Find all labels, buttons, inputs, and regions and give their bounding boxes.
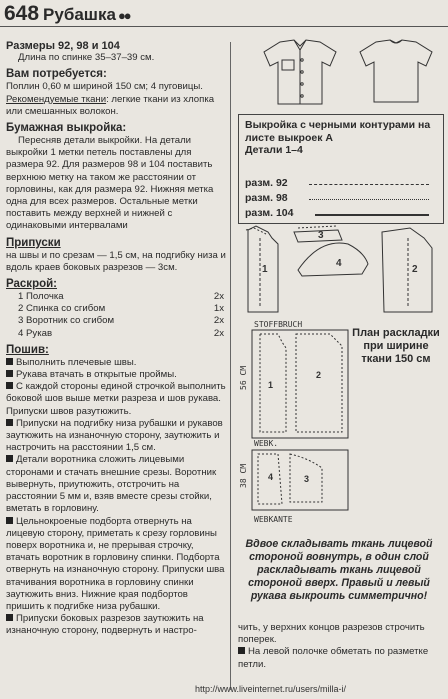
recommended-text: : легкие ткани из хлопка или смешанных волокон. [6, 93, 215, 117]
cutting-item-label: 3 Воротник со сгибом [18, 315, 115, 327]
size-legend-92 [245, 177, 288, 189]
page-header [4, 2, 130, 26]
size-line-104 [315, 214, 429, 216]
selvage-label: WEBKANTE [254, 515, 293, 524]
bullet-square-icon [6, 419, 13, 426]
svg-text:3: 3 [318, 230, 324, 241]
bullet-square-icon [6, 614, 13, 621]
back-length: Длина по спинке 35–37–39 см. [18, 52, 155, 64]
cutting-item [6, 291, 228, 303]
pattern-sheet-info [245, 119, 435, 157]
header-divider [0, 26, 448, 27]
continued-text-1: чить, у верхних концов разрезов строчить поперек. [238, 622, 425, 646]
cutting-layout [238, 318, 352, 530]
svg-text:4: 4 [336, 258, 342, 269]
piece-2-back [382, 228, 432, 312]
svg-text:1: 1 [262, 264, 268, 275]
piece-4-sleeve [298, 243, 368, 276]
fold-label: STOFFBRUCH [254, 320, 303, 329]
sewing-step [6, 357, 228, 369]
sewing-heading: Пошив: [6, 343, 49, 356]
svg-text:1: 1 [268, 380, 274, 390]
shirt-illustration [250, 36, 440, 108]
pattern-heading: Бумажная выкройка: [6, 122, 127, 135]
size-value: 98 [275, 192, 288, 204]
sewing-step-text: Припуски на подгибку низа рубашки и рукавов заутюжить на изнаночную сторону, заутюжить и настрочить на расстоянии 1,5 см. [6, 417, 223, 454]
model-title: Рубашка [43, 5, 116, 24]
bullet-square-icon [6, 370, 13, 377]
pattern-info-box [238, 114, 444, 224]
continued-text-2 [238, 646, 442, 670]
sewing-step-text: Детали воротника сложить лицевыми сторонами и стачать внешние срезы. Воротник вывернуть, приутюжить, отстрочить на расстоянии 5 мм и, взяв вместе срезы стойки, вметать в горловину. [6, 454, 217, 515]
continued-text [238, 622, 442, 671]
bullet-square-icon [6, 382, 13, 389]
cutting-item-label: 1 Полочка [18, 291, 64, 303]
materials-heading: Вам потребуется: [6, 68, 107, 81]
svg-text:2: 2 [412, 264, 418, 275]
bullet-square-icon [238, 647, 245, 654]
sewing-step-text: Припуски боковых разрезов заутюжить на изнаночную сторону, подвернуть и настро- [6, 613, 204, 637]
recommended-fabrics [6, 94, 228, 118]
cutting-item [6, 328, 228, 340]
size-label: разм. [245, 207, 274, 219]
shirt-front-sketch [264, 40, 336, 104]
fabric-bottom-panel [252, 450, 348, 510]
cutting-item-label: 2 Спинка со сгибом [18, 303, 106, 315]
size-value: 92 [275, 177, 288, 189]
pattern-text: Пересняв детали выкройки. На детали выкройки 1 метки петель поставлены для размера 92. Для размеров 98 и 104 поставить верхнюю метку на таком же расстоянии от горловины, как для размера 92. Нижняя метка одна для всех размеров. Остальные метки поставить между верхней и нижней с одинаковыми интервалами [6, 135, 214, 232]
cutting-item-label: 4 Рукав [18, 327, 53, 339]
model-number: 648 [4, 2, 40, 25]
size-label: разм. [245, 177, 274, 189]
bullet-square-icon [6, 517, 13, 524]
sewing-step [6, 516, 228, 614]
sewing-step [6, 454, 228, 515]
sewing-step-text: Рукава втачать в открытые проймы. [16, 369, 177, 381]
sewing-step [6, 381, 228, 418]
size-legend-104 [245, 207, 293, 219]
allowances-heading: Припуски [6, 236, 61, 249]
materials-text: Поплин 0,60 м шириной 150 см; 4 пуговицы. [6, 81, 203, 93]
column-divider [230, 42, 231, 690]
cutting-item [6, 315, 228, 327]
allowances-text: на швы и по срезам — 1,5 см, на подгибку низа и вдоль краев боковых разрезов — 3см. [6, 249, 226, 273]
source-url: http://www.liveinternet.ru/users/milla-i/ [195, 684, 347, 694]
size-line-92 [309, 184, 429, 185]
bullet-square-icon [6, 358, 13, 365]
sewing-step-text: Выполнить плечевые швы. [16, 356, 137, 368]
shirt-back-sketch [360, 40, 432, 102]
recommended-label: Рекомендуемые ткани [6, 93, 107, 105]
dim-38-label: 38 CM [239, 463, 248, 488]
continued-text-2-body: На левой полочке обметать по разметке петли. [238, 646, 429, 670]
cutting-heading: Раскрой: [6, 278, 58, 291]
instructions-column [6, 40, 228, 638]
selvage-short-label: WEBK. [254, 439, 279, 448]
sewing-step-text: Цельнокроеные подборта отвернуть на лицевую сторону, приметать к срезу горловины поверх воротника и, не прерывая строчку, втачать воротник в горловину спинки. Подборта отвернуть на изнаночную сторону. Припуски шва втачивания воротника в горловину спинки заутюжить вниз. Нижние края подбортов пришить к подгибке низа рубашки. [6, 515, 225, 612]
dim-56-label: 56 CM [239, 365, 248, 390]
size-value: 104 [275, 207, 294, 219]
svg-text:2: 2 [316, 370, 322, 380]
sewing-step-text: С каждой стороны единой строчкой выполнить боковой шов выше метки разреза и шов рукава. Припуски швов разутюжить. [6, 381, 226, 417]
size-legend-98 [245, 192, 288, 204]
cutting-item-qty: 1x [213, 303, 224, 315]
cutting-item-qty: 2x [213, 315, 224, 327]
pattern-parts: Детали 1–4 [245, 144, 303, 156]
sizes-line: Размеры 92, 98 и 104 [6, 40, 120, 52]
sewing-step [6, 613, 228, 637]
difficulty-rating: ●● [117, 8, 130, 23]
sewing-step [6, 369, 228, 381]
layout-plan-title: План раскладки при ширине ткани 150 см [352, 327, 440, 365]
cutting-item [6, 303, 228, 315]
cutting-item-qty: 2x [213, 291, 224, 303]
bullet-square-icon [6, 455, 13, 462]
svg-text:3: 3 [304, 474, 310, 484]
svg-text:4: 4 [268, 472, 274, 482]
cutting-item-qty: 2x [213, 327, 224, 339]
layout-note: Вдвое складывать ткань лицевой стороной вовнутрь, в один слой раскладывать ткань лицевой стороной вверх. Правый и левый рукава выкроить симметрично! [245, 538, 433, 602]
size-label: разм. [245, 192, 274, 204]
sewing-step [6, 418, 228, 455]
size-line-98 [309, 199, 429, 200]
fabric-top-panel [252, 330, 348, 438]
pattern-pieces [238, 224, 442, 316]
pattern-sheet-title: Выкройка с черными контурами на листе выкроек А [245, 119, 431, 144]
